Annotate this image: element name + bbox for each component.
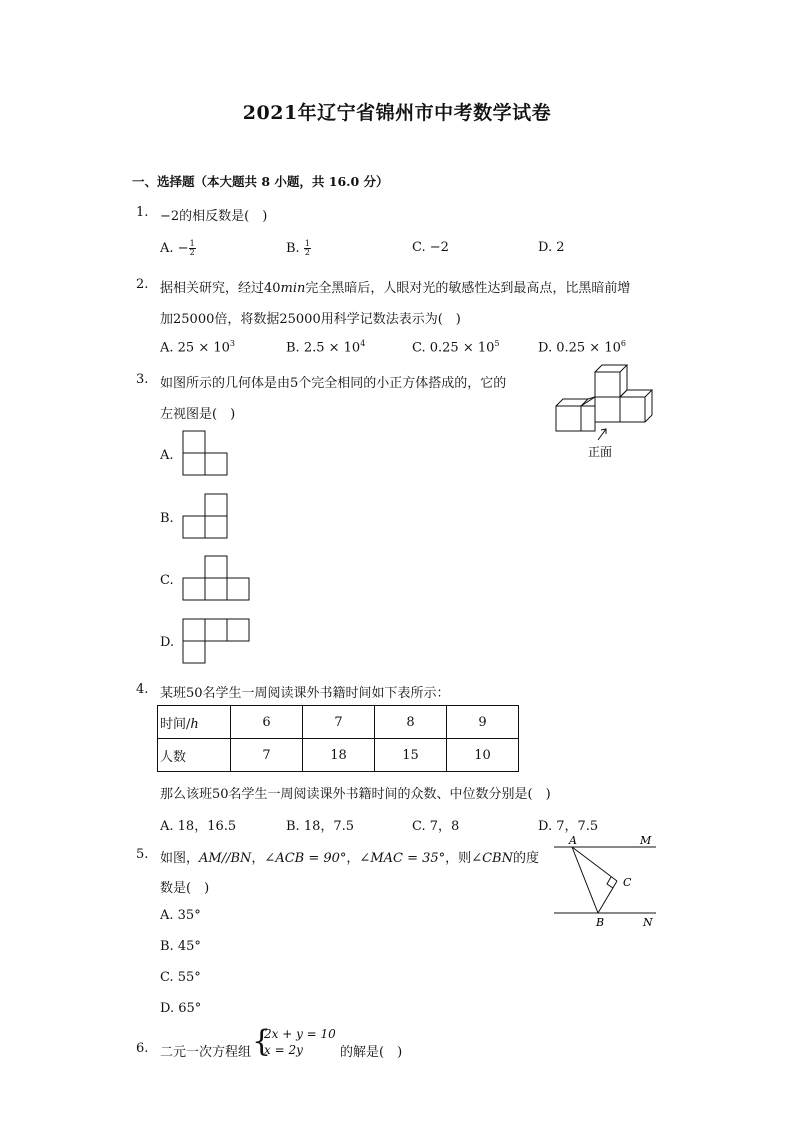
row-header bbox=[158, 706, 231, 739]
table-cell: 9 bbox=[447, 706, 519, 739]
point-m-label: M bbox=[640, 834, 652, 847]
option-d: D. bbox=[160, 635, 175, 650]
math-expr: ∠ACB = 90° bbox=[264, 851, 347, 866]
exponent: 5 bbox=[494, 339, 500, 348]
question-text: 那么该班50名学生一周阅读课外书籍时间的众数、中位数分别是( ) bbox=[160, 787, 551, 802]
option-b bbox=[286, 339, 365, 355]
table-row bbox=[158, 706, 519, 739]
option-a: A. 35° bbox=[160, 908, 201, 923]
option-label: A. bbox=[160, 241, 174, 256]
cube-drawing bbox=[556, 365, 652, 440]
option-label: B. bbox=[286, 241, 300, 256]
front-label: 正面 bbox=[588, 445, 613, 459]
question-text-a: 二元一次方程组 bbox=[160, 1045, 252, 1060]
text-segment: ， bbox=[251, 851, 265, 866]
point-a-label: A bbox=[569, 834, 577, 847]
option-label: B. bbox=[286, 340, 304, 356]
fraction bbox=[189, 240, 196, 257]
question-text-line2: 左视图是( ) bbox=[160, 407, 236, 422]
option-c: C. bbox=[160, 573, 174, 588]
numerator: 1 bbox=[189, 239, 195, 248]
table-cell: 18 bbox=[303, 739, 375, 772]
point-n-label: N bbox=[643, 916, 653, 929]
option-d-figure bbox=[182, 618, 252, 666]
option-d bbox=[538, 339, 626, 355]
question-number: 5. bbox=[136, 847, 149, 862]
option-label: A. bbox=[160, 340, 178, 356]
text-segment: ，则 bbox=[445, 851, 472, 866]
parallel-lines-figure bbox=[552, 833, 662, 933]
reading-time-table bbox=[157, 705, 519, 772]
equation-1: 2x + y = 10 bbox=[264, 1027, 336, 1041]
text-segment: 的度 bbox=[512, 851, 539, 866]
option-c bbox=[412, 339, 500, 355]
math-expr: ∠CBN bbox=[471, 851, 513, 866]
option-c: C. 7，8 bbox=[412, 819, 460, 834]
option-b: B. 18，7.5 bbox=[286, 819, 355, 834]
exponent: 3 bbox=[229, 339, 235, 348]
brace: { bbox=[252, 1024, 272, 1059]
option-base: 25 × 10 bbox=[177, 340, 230, 356]
option-c-figure bbox=[182, 555, 252, 603]
question-number: 1. bbox=[136, 205, 149, 220]
text-segment: 完全黑暗后，人眼对光的敏感性达到最高点，比黑暗前增 bbox=[305, 281, 631, 296]
row-header: 人数 bbox=[158, 739, 231, 772]
denominator: 2 bbox=[189, 248, 195, 257]
option-base: 0.25 × 10 bbox=[556, 340, 621, 356]
header-unit: h bbox=[190, 716, 199, 732]
option-b-figure bbox=[182, 493, 230, 541]
table-row bbox=[158, 739, 519, 772]
option-a-figure bbox=[182, 430, 230, 478]
option-d: D. 65° bbox=[160, 1001, 202, 1016]
option-c: C. 55° bbox=[160, 970, 201, 985]
option-a bbox=[160, 339, 235, 355]
point-c-label: C bbox=[623, 876, 632, 889]
option-d: D. 2 bbox=[538, 240, 565, 255]
point-b-label: B bbox=[596, 916, 605, 929]
text-segment: ， bbox=[346, 851, 360, 866]
numerator: 1 bbox=[304, 239, 310, 248]
question-text-line1 bbox=[160, 277, 630, 296]
option-c: C. −2 bbox=[412, 240, 449, 255]
question-text-line1: 如图所示的几何体是由5个完全相同的小正方体搭成的，它的 bbox=[160, 376, 507, 391]
cube-figure bbox=[550, 360, 670, 465]
question-text-line2: 加25000倍，将数据25000用科学记数法表示为( ) bbox=[160, 312, 461, 327]
table-cell: 7 bbox=[231, 739, 303, 772]
option-a: A. bbox=[160, 448, 174, 463]
table-cell: 15 bbox=[375, 739, 447, 772]
minus-sign: − bbox=[177, 241, 189, 256]
header-text: 时间/ bbox=[160, 716, 191, 732]
unit-min: min bbox=[280, 281, 306, 296]
question-number: 3. bbox=[136, 372, 149, 387]
equation-2: x = 2y bbox=[264, 1043, 303, 1057]
question-number: 6. bbox=[136, 1041, 149, 1056]
section-heading: 一、选择题（本大题共 8 小题，共 16.0 分） bbox=[132, 174, 389, 189]
option-b: B. 45° bbox=[160, 939, 201, 954]
option-d: D. 7，7.5 bbox=[538, 819, 599, 834]
text-segment: 如图， bbox=[160, 851, 200, 866]
question-text-b: 的解是( ) bbox=[340, 1045, 403, 1060]
table-cell: 6 bbox=[231, 706, 303, 739]
question-text-line2: 数是( ) bbox=[160, 881, 210, 896]
question-number: 2. bbox=[136, 277, 149, 292]
table-cell: 7 bbox=[303, 706, 375, 739]
math-expr: AM//BN bbox=[199, 851, 252, 866]
table-cell: 8 bbox=[375, 706, 447, 739]
exponent: 6 bbox=[620, 339, 626, 348]
question-text: −2的相反数是( ) bbox=[160, 209, 268, 224]
option-base: 2.5 × 10 bbox=[303, 340, 361, 356]
option-a: A. 18，16.5 bbox=[160, 819, 237, 834]
math-expr: ∠MAC = 35° bbox=[359, 851, 446, 866]
page-title: 2021年辽宁省锦州市中考数学试卷 bbox=[242, 102, 552, 124]
question-text-line1 bbox=[160, 847, 539, 866]
fraction bbox=[304, 240, 311, 257]
table-cell: 10 bbox=[447, 739, 519, 772]
denominator: 2 bbox=[304, 248, 310, 257]
option-a bbox=[160, 240, 196, 257]
option-label: C. bbox=[412, 340, 430, 356]
text-segment: 据相关研究，经过40 bbox=[160, 281, 281, 296]
option-label: D. bbox=[538, 340, 557, 356]
option-b bbox=[286, 240, 311, 257]
option-base: 0.25 × 10 bbox=[429, 340, 495, 356]
question-number: 4. bbox=[136, 682, 149, 697]
option-b: B. bbox=[160, 511, 174, 526]
exponent: 4 bbox=[360, 339, 366, 348]
question-text: 某班50名学生一周阅读课外书籍时间如下表所示： bbox=[160, 686, 450, 701]
